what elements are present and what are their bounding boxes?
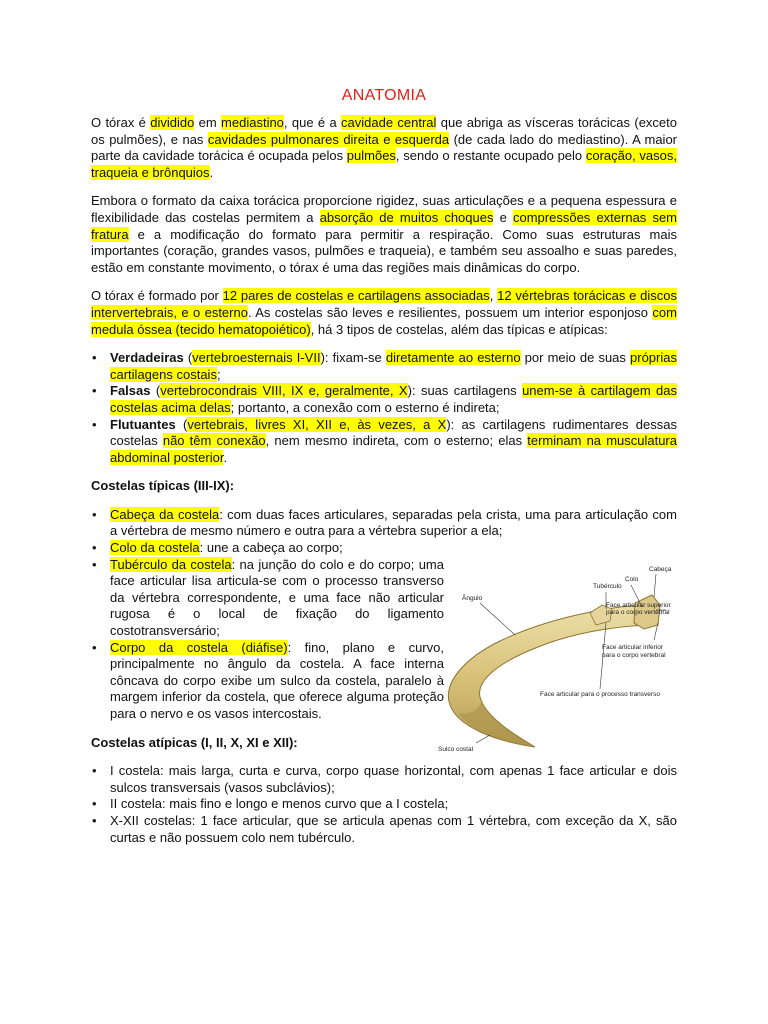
text: : une a cabeça ao corpo;	[199, 540, 343, 556]
highlight: Tubérculo da costela	[110, 556, 232, 572]
text: ;	[216, 366, 221, 382]
label-face-articular-superior: Face articular superior	[606, 602, 671, 609]
text: (	[150, 383, 161, 399]
text: ): as cartilagens rudimentares dessas costelas	[110, 416, 677, 449]
label-face-articular-processo: Face articular para o processo transverso	[540, 691, 660, 698]
list-item-falsas	[91, 383, 677, 416]
list-item-verdadeiras	[91, 350, 677, 383]
text: O tórax é	[91, 115, 151, 130]
label-face-articular-superior-2: para o corpo vertebral	[606, 609, 670, 616]
list-item-corpo	[91, 640, 444, 723]
highlight: 12 pares de costelas e cartilagens associadas	[222, 288, 490, 304]
text: , há 3 tipos de costelas, além das típicas e atípicas:	[310, 321, 608, 337]
highlight: terminam na musculatura abdominal posterior	[110, 433, 677, 465]
highlight: compressões externas sem fratura	[91, 209, 678, 242]
heading-costelas-tipicas: Costelas típicas (III-IX):	[91, 478, 235, 494]
text: por meio de suas	[520, 350, 631, 366]
highlight: dividido	[150, 115, 195, 130]
label-face-articular-inferior-2: para o corpo vertebral	[602, 652, 666, 659]
text: ,	[489, 288, 498, 304]
highlight: não têm conexão	[162, 433, 266, 449]
text: (de cada lado do mediastino). A maior parte da cavidade torácica é ocupada pelos	[91, 131, 678, 164]
label-cabeca: Cabeça	[649, 566, 672, 573]
highlight: cavidades pulmonares direita e esquerda	[207, 131, 450, 147]
heading-costelas-atipicas: Costelas atípicas (I, II, X, XI e XII):	[91, 734, 298, 750]
list-item-atypical: • II costela: mais fino e longo e menos curvo que a I costela;	[91, 796, 677, 813]
text: : fino, plano e curvo, principalmente no ângulo da costela. A face interna côncava do corpo exibe um sulco da costela, paralelo à margem inferior da costela, que oferece alguma proteção para o nervo e os vasos intercostais.	[110, 639, 444, 721]
term: Falsas	[110, 383, 151, 399]
highlight: cavidade central	[341, 115, 437, 130]
text: ): suas cartilagens	[407, 383, 523, 399]
atypical-ribs-list	[91, 763, 677, 846]
text: que abriga as vísceras torácicas (exceto os pulmões), e nas	[91, 115, 677, 147]
text: , que é a	[283, 115, 342, 130]
rib-illustration	[430, 565, 678, 765]
label-colo: Colo	[625, 576, 639, 583]
highlight: com medula óssea (tecido hematopoiético)	[91, 304, 677, 337]
text: ): fixam-se	[320, 350, 386, 366]
page-title: ANATOMIA	[341, 87, 427, 104]
text: . As costelas são leves e resilientes, possuem um interior esponjoso	[247, 304, 653, 320]
text: e a modificação do formato para permitir a respiração. Como suas estruturas mais importantes (coração, grandes vasos, pulmões e traqueia), e também seu assoalho e suas paredes, estão em constante movimento, o tórax é uma das regiões mais dinâmicas do corpo.	[91, 226, 677, 275]
highlight: coração, vasos, traqueia e brônquios	[91, 148, 677, 180]
label-face-articular-inferior: Face articular inferior	[602, 644, 664, 651]
highlight: vertebrocondrais VIII, IX e, geralmente, X	[160, 383, 408, 399]
text: : com duas faces articulares, separadas pela crista, uma para articulação com a vértebra de mesmo número e outra para a vértebra superior a ela;	[110, 506, 677, 539]
rib-types-list	[91, 350, 677, 466]
highlight: 12 vértebras torácicas e discos intervertebrais, e o esterno	[91, 288, 677, 320]
text: e	[493, 209, 513, 225]
paragraph-caixa-toracica	[91, 193, 677, 276]
text: , sendo o restante ocupado pelo	[395, 148, 586, 164]
highlight: absorção de muitos choques	[319, 209, 494, 225]
highlight: Cabeça da costela	[110, 506, 220, 522]
term: Verdadeiras	[110, 350, 184, 366]
highlight: unem-se à cartilagem das costelas acima delas	[110, 383, 678, 415]
text: Embora o formato da caixa torácica proporcione rigidez, suas articulações e a pequena espessura e flexibilidade das costelas permitem a	[91, 193, 677, 225]
highlight: próprias cartilagens costais	[110, 350, 677, 382]
list-item-cabeca	[91, 507, 677, 540]
list-item-colo	[91, 540, 444, 557]
text: .	[223, 449, 228, 465]
paragraph-mediastino	[91, 115, 677, 181]
rib-figure	[430, 565, 678, 765]
text: .	[209, 164, 214, 180]
paragraph-formacao-torax	[91, 288, 677, 338]
highlight: vertebroesternais I-VII	[192, 350, 321, 366]
text: O tórax é formado por	[91, 288, 223, 304]
list-item-atypical: • I costela: mais larga, curta e curva, corpo quase horizontal, com apenas 1 face articular e dois sulcos transversais (vasos subclávios);	[91, 763, 677, 796]
text: : na junção do colo e do corpo; uma face articular lisa articula-se com o processo transverso da vértebra correspondente, e uma face não articular rugosa é o local de fixação do ligamento costotransversário;	[110, 556, 444, 639]
text: em	[194, 115, 222, 130]
term: Flutuantes	[110, 416, 176, 432]
list-item-atypical: • X-XII costelas: 1 face articular, que se articula apenas com 1 vértebra, com exceção da X, são curtas e não possuem colo nem tubérculo.	[91, 813, 677, 846]
highlight: diretamente ao esterno	[385, 350, 521, 366]
label-angulo: Ângulo	[462, 595, 483, 602]
label-sulco-costal: Sulco costal	[438, 746, 474, 753]
highlight: Colo da costela	[110, 540, 200, 556]
highlight: vertebrais, livres XI, XII e, às vezes, a X	[187, 416, 447, 432]
text: (	[183, 350, 193, 366]
highlight: mediastino	[221, 115, 284, 130]
text: (	[175, 416, 188, 432]
list-item-tuberculo	[91, 557, 444, 640]
list-item-flutuantes	[91, 417, 677, 467]
highlight: Corpo da costela (diáfise)	[110, 639, 288, 655]
text: ; portanto, a conexão com o esterno é indireta;	[230, 399, 500, 415]
highlight: pulmões	[346, 148, 396, 164]
label-tuberculo: Tubérculo	[593, 583, 622, 590]
text: , nem mesmo indireta, com o esterno; elas	[265, 433, 528, 449]
